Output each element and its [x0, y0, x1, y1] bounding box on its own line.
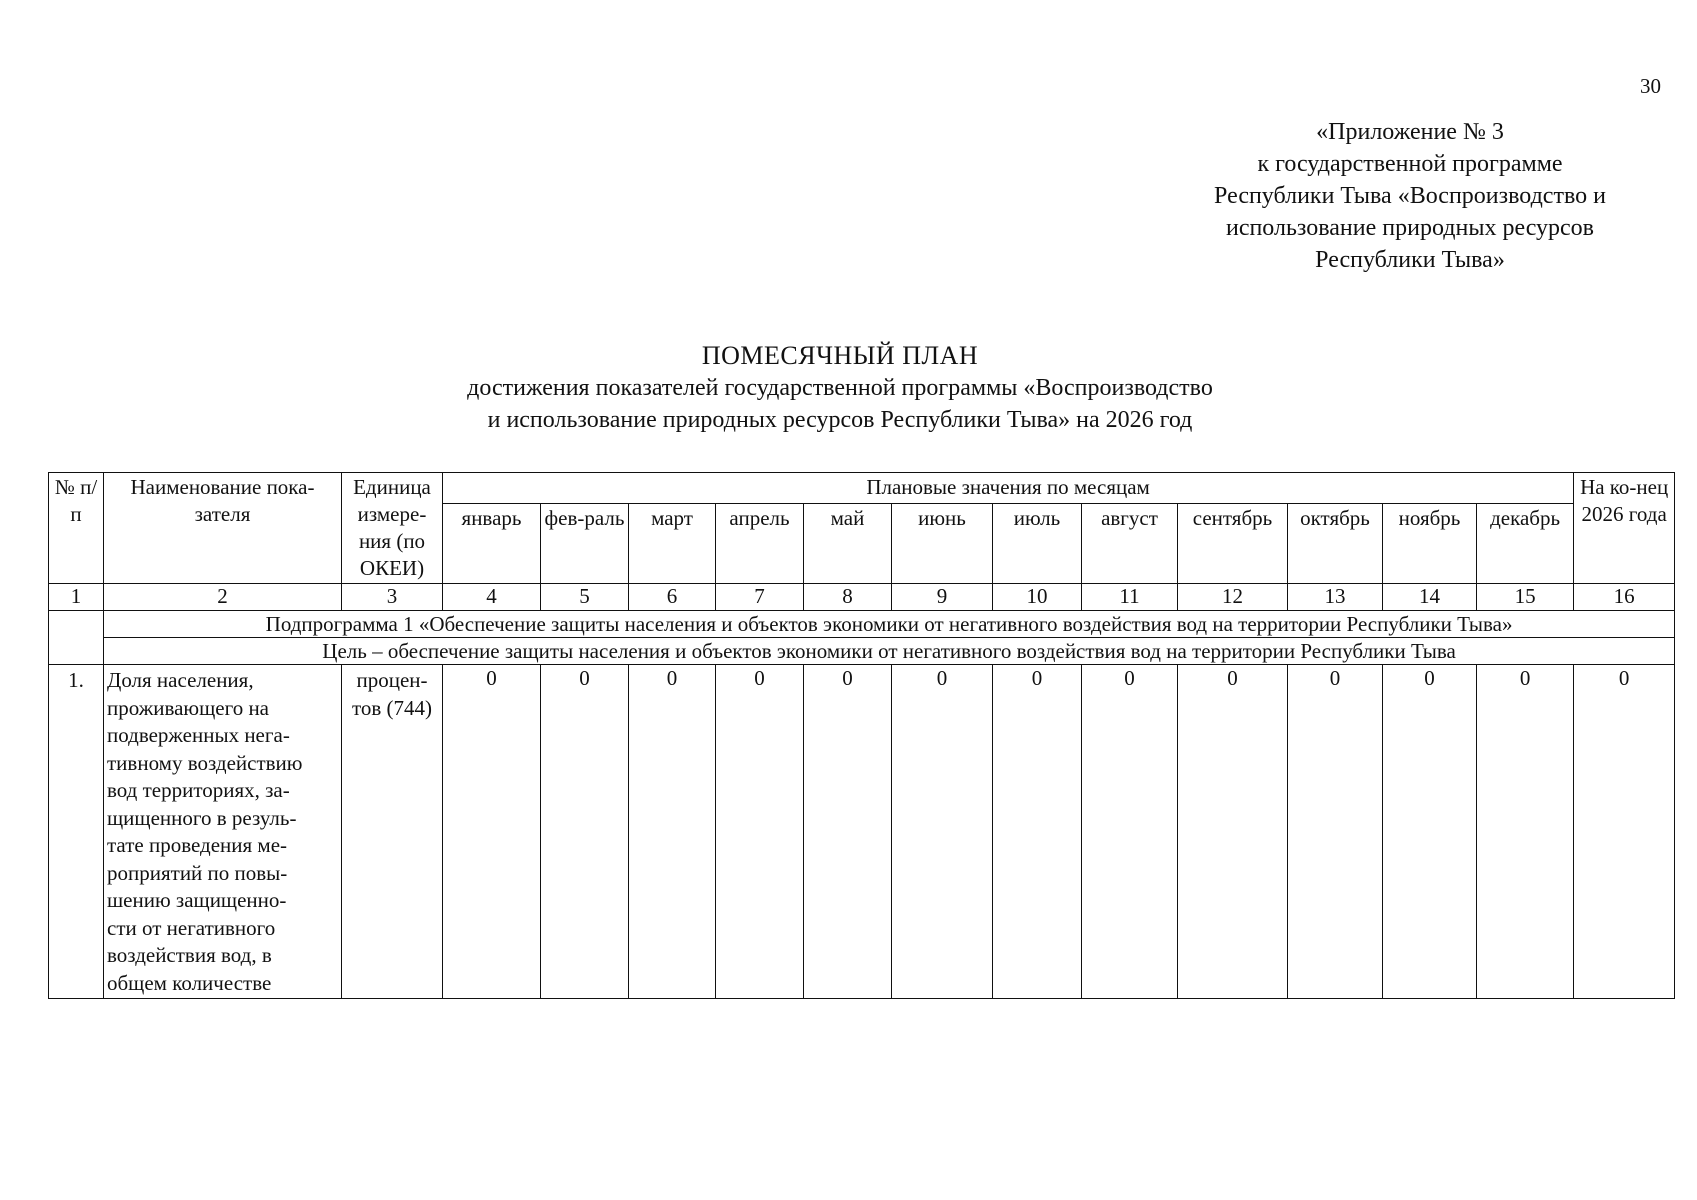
page-number: 30: [1640, 74, 1661, 98]
indicator-name-line: шению защищенно-: [107, 888, 287, 912]
header-month: сентябрь: [1178, 503, 1288, 583]
value-december: 0: [1477, 665, 1574, 999]
header-unit: Единица измере-ния (по ОКЕИ): [342, 473, 443, 584]
goal-title: Цель – обеспечение защиты населения и объектов экономики от негативного воздействия вод на территории Республики Тыва: [104, 638, 1675, 665]
table-row: [49, 665, 1675, 999]
column-number: 11: [1082, 584, 1178, 611]
indicator-name-line: общем количестве: [107, 970, 272, 995]
title-subtitle-line: и использование природных ресурсов Республики Тыва» на 2026 год: [487, 407, 1193, 433]
indicator-name-line: Доля населения,: [107, 668, 254, 692]
column-number: 6: [629, 584, 716, 611]
header-end-of-year: На ко-нец 2026 года: [1574, 473, 1675, 584]
column-number-row: [49, 584, 1675, 611]
column-number: 4: [443, 584, 541, 611]
header-name: Наименование пока-зателя: [104, 473, 342, 584]
header-month: апрель: [716, 503, 804, 583]
appendix-line: использование природных ресурсов: [1225, 215, 1595, 241]
title-subtitle-line: достижения показателей государственной программы «Воспроизводство: [467, 375, 1213, 401]
column-number: 7: [716, 584, 804, 611]
appendix-line: «Приложение № 3: [1316, 119, 1504, 145]
header-month: июль: [993, 503, 1082, 583]
subprogram-title: Подпрограмма 1 «Обеспечение защиты населения и объектов экономики от негативного воздействия вод на территории Республики Тыва»: [104, 611, 1675, 638]
value-october: 0: [1288, 665, 1383, 999]
column-number: 2: [104, 584, 342, 611]
indicator-name-line: роприятий по повы-: [107, 860, 288, 885]
column-number: 10: [993, 584, 1082, 611]
unit-line: тов (744): [351, 695, 433, 720]
header-month: декабрь: [1477, 503, 1574, 583]
column-number: 9: [892, 584, 993, 611]
header-month: ноябрь: [1383, 503, 1477, 583]
value-march: 0: [629, 665, 716, 999]
goal-row: [49, 638, 1675, 665]
header-month: март: [629, 503, 716, 583]
value-january: 0: [443, 665, 541, 999]
header-month: фев-раль: [541, 503, 629, 583]
appendix-reference: [1150, 116, 1670, 276]
indicator-name-line: тате проведения ме-: [107, 833, 288, 857]
indicator-name-line: подверженных нега-: [107, 723, 290, 747]
appendix-line: Республики Тыва»: [1315, 247, 1505, 273]
title-main: ПОМЕСЯЧНЫЙ ПЛАН: [701, 341, 979, 370]
indicator-name-line: сти от негативного: [107, 915, 276, 940]
appendix-line: к государственной программе: [1257, 151, 1563, 177]
header-month: май: [804, 503, 892, 583]
column-number: 12: [1178, 584, 1288, 611]
row-number: 1.: [49, 665, 104, 999]
indicator-name-line: проживающего на: [107, 695, 270, 720]
column-number: 1: [49, 584, 104, 611]
indicator-name-line: воздействия вод, в: [107, 943, 272, 967]
value-november: 0: [1383, 665, 1477, 999]
column-number: 13: [1288, 584, 1383, 611]
header-month: июнь: [892, 503, 993, 583]
header-month: октябрь: [1288, 503, 1383, 583]
indicator-name-line: тивному воздействию: [107, 750, 303, 775]
appendix-line: Республики Тыва «Воспроизводство и: [1214, 183, 1606, 209]
indicator-name-line: вод территориях, за-: [107, 778, 290, 802]
monthly-plan-table: [48, 472, 1675, 999]
value-april: 0: [716, 665, 804, 999]
value-july: 0: [993, 665, 1082, 999]
indicator-name-line: щищенного в резуль-: [107, 805, 297, 830]
value-june: 0: [892, 665, 993, 999]
header-row: [49, 473, 1675, 504]
empty-cell: [49, 611, 104, 665]
header-month: август: [1082, 503, 1178, 583]
value-end-of-year: 0: [1574, 665, 1675, 999]
value-september: 0: [1178, 665, 1288, 999]
column-number: 15: [1477, 584, 1574, 611]
column-number: 8: [804, 584, 892, 611]
indicator-name: [104, 665, 342, 999]
unit-cell: [342, 665, 443, 999]
value-february: 0: [541, 665, 629, 999]
value-may: 0: [804, 665, 892, 999]
column-number: 14: [1383, 584, 1477, 611]
value-august: 0: [1082, 665, 1178, 999]
document-title: [300, 340, 1380, 436]
column-number: 5: [541, 584, 629, 611]
unit-line: процен-: [356, 668, 428, 692]
header-months-group: Плановые значения по месяцам: [443, 473, 1574, 504]
header-month: январь: [443, 503, 541, 583]
column-number: 16: [1574, 584, 1675, 611]
column-number: 3: [342, 584, 443, 611]
subprogram-row: [49, 611, 1675, 638]
header-num: № п/п: [49, 473, 104, 584]
